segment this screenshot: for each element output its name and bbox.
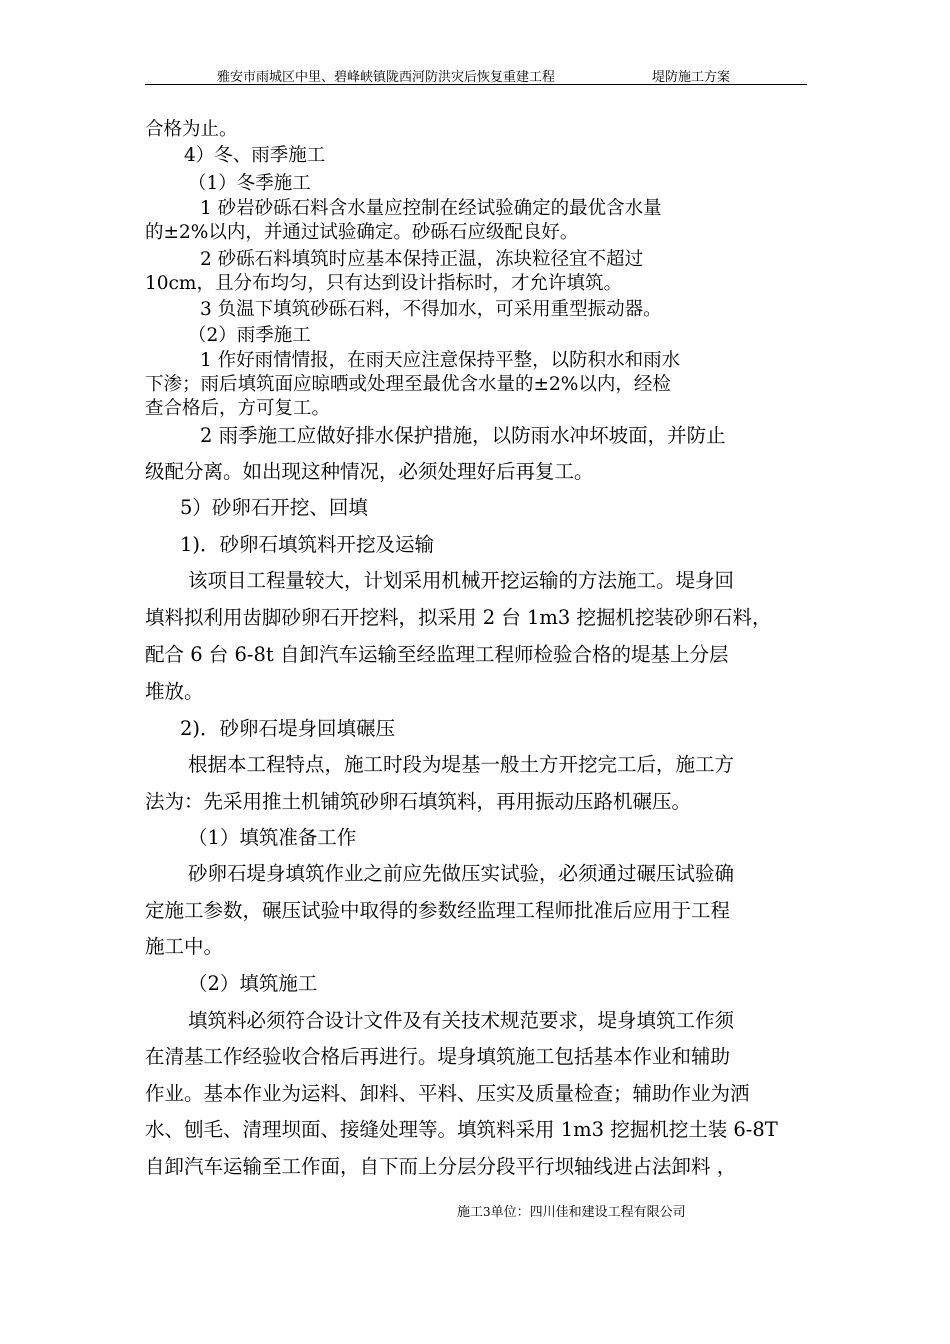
body-line: 施工中。 (145, 935, 224, 958)
footer-company: 单位：四川佳和建设工程有限公司 (490, 1205, 686, 1220)
subsection-heading: 2)．砂卵石堤身回填碾压 (180, 717, 396, 740)
subsection-heading: （2）雨季施工 (188, 325, 311, 346)
body-line: 堆放。 (145, 680, 204, 703)
body-line: 根据本工程特点，施工时段为堤基一般土方开挖完工后，施工方 (188, 753, 735, 776)
body-line: 填筑料必须符合设计文件及有关技术规范要求，堤身填筑工作须 (188, 1009, 735, 1032)
body-line: 2 雨季施工应做好排水保护措施，以防雨水冲坏坡面，并防止 (200, 424, 726, 447)
body-line: 水、刨毛、清理坝面、接缝处理等。填筑料采用 1m3 挖掘机挖土装 6-8T (145, 1118, 778, 1141)
body-line: 配合 6 台 6-8t 自卸汽车运输至经监理工程师检验合格的堤基上分层 (145, 643, 729, 666)
section-heading: 5）砂卵石开挖、回填 (180, 496, 368, 519)
subsection-heading: （1）冬季施工 (188, 173, 311, 194)
page-footer (457, 1201, 686, 1220)
header-project-title: 雅安市雨城区中里、碧峰峡镇陇西河防洪灾后恢复重建工程 (217, 70, 556, 85)
body-line: 10cm，且分布均匀，只有达到设计指标时，才允许填筑。 (145, 273, 622, 294)
body-line: 级配分离。如出现这种情况，必须处理好后再复工。 (145, 460, 594, 483)
body-line: 1 砂岩砂砾石料含水量应控制在经试验确定的最优含水量 (200, 198, 662, 219)
header-document-title: 堤防施工方案 (652, 70, 731, 85)
body-line: 查合格后，方可复工。 (145, 398, 331, 419)
body-line: 填料拟利用齿脚砂卵石开挖料，拟采用 2 台 1m3 挖掘机挖装砂卵石料， (145, 606, 772, 629)
subsection-heading: （2）填筑施工 (188, 972, 318, 995)
body-line: 合格为止。 (145, 119, 238, 140)
body-line: 在清基工作经验收合格后再进行。堤身填筑施工包括基本作业和辅助 (145, 1045, 731, 1068)
page-number: 3 (483, 1205, 491, 1219)
subsection-heading: 1)．砂卵石填筑料开挖及运输 (180, 533, 435, 556)
footer-prefix: 施工 (457, 1205, 484, 1220)
body-line: 下渗；雨后填筑面应晾晒或处理至最优含水量的±2%以内，经检 (145, 374, 671, 395)
body-line: 的±2%以内，并通过试验确定。砂砾石应级配良好。 (145, 222, 579, 243)
body-line: 2 砂砾石料填筑时应基本保持正温，冻块粒径宜不超过 (200, 249, 644, 270)
page-header (145, 66, 807, 84)
body-line: 3 负温下填筑砂砾石料，不得加水，可采用重型振动器。 (200, 299, 662, 320)
section-heading: 4）冬、雨季施工 (184, 145, 326, 166)
header-divider (145, 84, 807, 85)
body-line: 该项目工程量较大，计划采用机械开挖运输的方法施工。堤身回 (188, 569, 735, 592)
body-line: 1 作好雨情情报，在雨天应注意保持平整，以防积水和雨水 (200, 350, 681, 371)
body-line: 定施工参数，碾压试验中取得的参数经监理工程师批准后应用于工程 (145, 899, 731, 922)
subsection-heading: （1）填筑准备工作 (188, 826, 357, 849)
body-line: 砂卵石堤身填筑作业之前应先做压实试验，必须通过碾压试验确 (188, 862, 735, 885)
body-line: 自卸汽车运输至工作面，自下而上分层分段平行坝轴线进占法卸料 ， (145, 1155, 737, 1178)
body-line: 作业。基本作业为运料、卸料、平料、压实及质量检查；辅助作业为洒 (145, 1082, 750, 1105)
body-line: 法为：先采用推土机铺筑砂卵石填筑料，再用振动压路机碾压。 (145, 790, 692, 813)
